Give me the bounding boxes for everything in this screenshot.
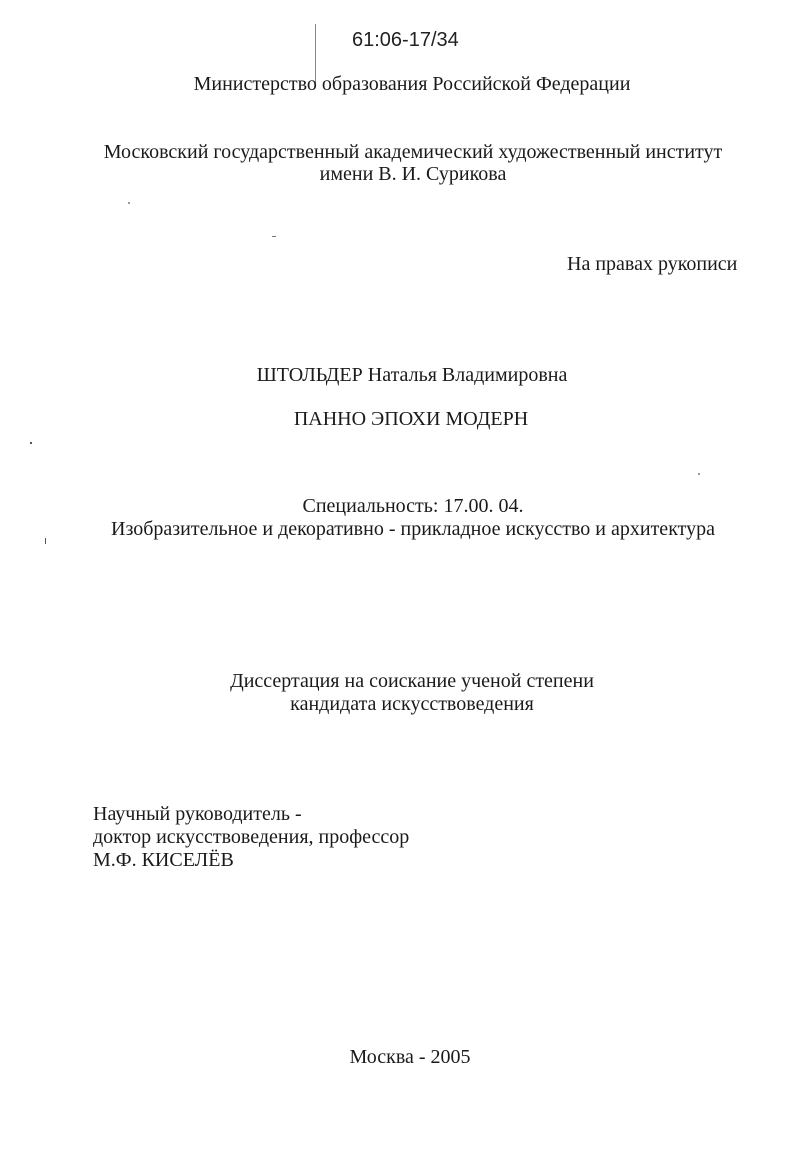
institute-name-line1: Московский государственный академический художественный институт [103, 141, 723, 163]
supervisor-title: доктор искусствоведения, профессор [93, 826, 410, 848]
institute-name-line2: имени В. И. Сурикова [319, 163, 507, 185]
specialty-code: Специальность: 17.00. 04. [302, 495, 524, 517]
supervisor-name: М.Ф. КИСЕЛЁВ [93, 849, 234, 871]
city-year: Москва - 2005 [349, 1046, 471, 1068]
ministry-heading: Министерство образования Российской Федерации [193, 73, 631, 95]
scan-mark [30, 442, 32, 444]
degree-line2: кандидата искусствоведения [290, 693, 534, 715]
scan-mark [698, 473, 700, 475]
author-name: ШТОЛЬДЕР Наталья Владимировна [256, 364, 568, 386]
supervisor-label: Научный руководитель - [93, 803, 302, 825]
manuscript-note: На правах рукописи [567, 253, 738, 275]
catalog-number: 61:06-17/34 [352, 29, 459, 51]
specialty-name: Изобразительное и декоративно - прикладное искусство и архитектура [111, 518, 715, 540]
scan-mark [272, 236, 276, 237]
degree-line1: Диссертация на соискание ученой степени [230, 670, 594, 692]
scan-mark [128, 202, 130, 204]
dissertation-title: ПАННО ЭПОХИ МОДЕРН [293, 408, 529, 430]
